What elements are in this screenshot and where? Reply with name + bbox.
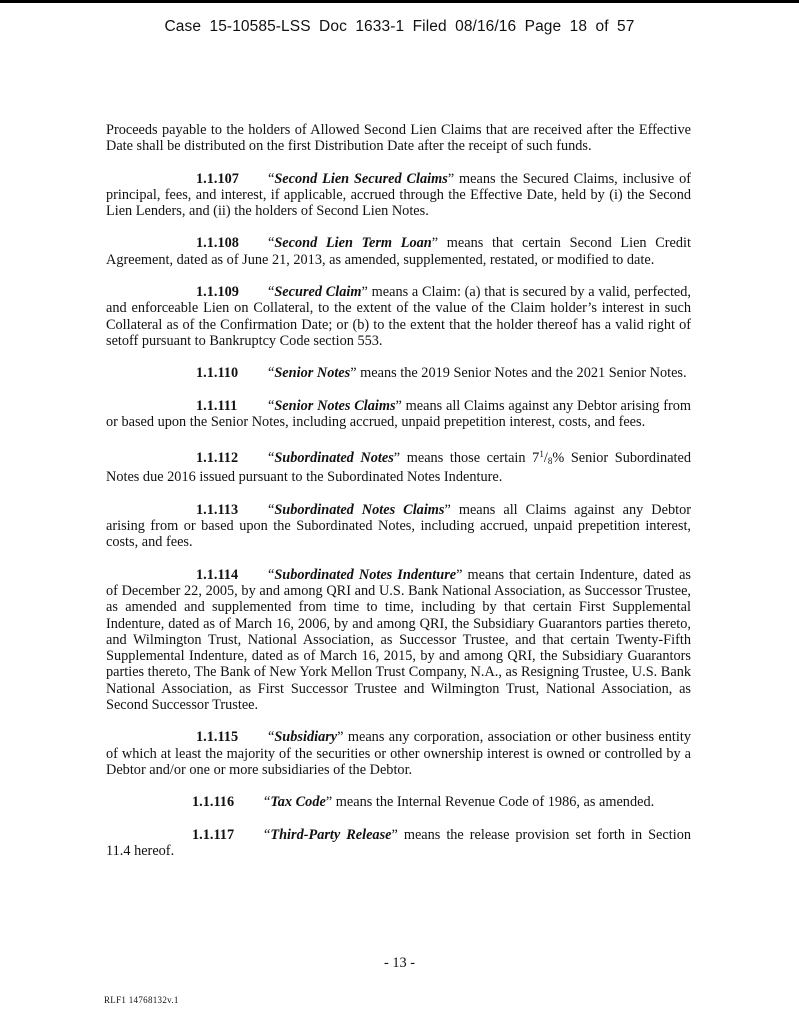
document-id: RLF1 14768132v.1 [104, 995, 179, 1005]
open-quote: “ [268, 365, 275, 382]
definition-1-1-112 [106, 446, 691, 486]
close-quote: ” [431, 235, 439, 252]
open-quote: “ [268, 729, 275, 746]
close-quote: ” [337, 729, 344, 746]
definition-1-1-115 [106, 729, 691, 778]
definition-text: means that certain Second Lien Credit Agreement, dated as of June 21, 2013, as amended, supplemented, restated, or modified to date. [106, 235, 691, 268]
section-number: 1.1.108 [196, 235, 239, 252]
definition-text: means that certain Indenture, dated as of December 22, 2005, by and among QRI and U.S. Bank National Association, as Successor Trustee, as amended and supplemented from time to time, including by that certain First Supplemental Indenture, dated as of March 16, 2006, by and among QRI, the Subsidiary Guarantors parties thereto, and Wilmington Trust, National Association, as Successor Trustee, and that certain Twenty-Fifth Supplemental Indenture, dated as of March 16, 2015, by and among QRI, the Subsidiary Guarantors parties thereto, The Bank of New York Mellon Trust Company, N.A., as Resigning Trustee, U.S. Bank National Association, as First Successor Trustee and Wilmington Trust, National Association, as Second Successor Trustee. [106, 566, 691, 714]
section-number: 1.1.115 [196, 729, 239, 746]
open-quote: “ [268, 566, 275, 583]
defined-term: Secured Claim [274, 284, 362, 301]
section-number: 1.1.113 [196, 501, 239, 518]
definition-text: means the 2019 Senior Notes and the 2021 Senior Notes. [356, 365, 687, 382]
close-quote: ” [393, 450, 401, 467]
definition-text: means a Claim: (a) that is secured by a valid, perfected, and enforceable Lien on Collateral, to the extent of the value of the Claim holder’s interest in such Collateral as of the Confirmation Date; or (b) to the extent that the holder thereof has a valid right of setoff pursuant to Bankruptcy Code section 553. [106, 284, 691, 349]
defined-term: Second Lien Secured Claims [274, 170, 448, 187]
fraction-numerator: 1 [539, 449, 544, 460]
open-quote: “ [264, 826, 271, 843]
close-quote: ” [456, 566, 463, 583]
definition-1-1-109 [106, 284, 691, 349]
definition-text: means the release provision set forth in Section 11.4 hereof. [106, 826, 691, 859]
close-quote: ” [444, 501, 451, 518]
defined-term: Senior Notes [274, 365, 351, 382]
definition-text: means the Secured Claims, inclusive of principal, fees, and interest, if applicable, accrued through the Effective Date, held by (i) the Second Lien Lenders, and (ii) the holders of Second Lien Notes. [106, 170, 691, 220]
open-quote: “ [264, 794, 271, 811]
fraction-denominator: 8 [547, 456, 553, 467]
fraction-slash: / [543, 450, 548, 467]
definition-text: means all Claims against any Debtor arising from or based upon the Subordinated Notes, including accrued, unpaid prepetition interest, costs, and fees. [106, 501, 691, 551]
defined-term: Senior Notes Claims [274, 397, 396, 414]
section-number: 1.1.114 [196, 566, 239, 583]
definition-1-1-114 [106, 567, 691, 714]
close-quote: ” [447, 170, 455, 187]
close-quote: ” [391, 826, 398, 843]
defined-term: Subsidiary [274, 729, 338, 746]
section-number: 1.1.117 [192, 826, 235, 843]
open-quote: “ [268, 235, 275, 252]
defined-term: Subordinated Notes Claims [274, 501, 445, 518]
defined-term: Tax Code [270, 794, 326, 811]
close-quote: ” [361, 284, 368, 301]
definition-1-1-111 [106, 398, 691, 431]
definition-text: means any corporation, association or other business entity of which at least the majority of the securities or other ownership interest is owned or controlled by a Debtor and/or one or more subsidiaries of the Debtor. [106, 729, 691, 778]
defined-term: Second Lien Term Loan [274, 235, 432, 252]
definition-text: means all Claims against any Debtor arising from or based upon the Senior Notes, including accrued, unpaid prepetition interest, costs, and fees. [106, 397, 692, 430]
close-quote: ” [395, 397, 402, 414]
section-number: 1.1.109 [196, 284, 239, 301]
document-body [106, 122, 691, 875]
open-quote: “ [268, 170, 275, 187]
section-number: 1.1.110 [196, 365, 239, 382]
definition-text-before: means those certain 7 [400, 450, 540, 467]
section-number: 1.1.116 [192, 794, 235, 811]
open-quote: “ [268, 450, 275, 467]
open-quote: “ [268, 501, 275, 518]
definition-text: means the Internal Revenue Code of 1986, as amended. [332, 794, 655, 811]
definition-text-after: % Senior Subordinated Notes due 2016 issued pursuant to the Subordinated Notes Indenture. [106, 450, 692, 486]
top-edge-rule [0, 0, 799, 3]
definition-1-1-116 [106, 794, 691, 810]
section-number: 1.1.107 [196, 170, 239, 187]
section-number: 1.1.112 [196, 450, 239, 467]
case-header: Case 15-10585-LSS Doc 1633-1 Filed 08/16/16 Page 18 of 57 [164, 18, 635, 35]
definition-1-1-108 [106, 235, 691, 268]
close-quote: ” [350, 365, 357, 382]
definition-1-1-113 [106, 502, 691, 551]
intro-paragraph: Proceeds payable to the holders of Allowed Second Lien Claims that are received after the Effective Date shall be distributed on the first Distribution Date after the receipt of such funds. [106, 122, 691, 155]
open-quote: “ [268, 284, 275, 301]
page-number: - 13 - [384, 955, 415, 971]
defined-term: Subordinated Notes [274, 450, 394, 467]
definition-1-1-107 [106, 171, 691, 220]
close-quote: ” [325, 794, 333, 811]
open-quote: “ [268, 397, 275, 414]
definition-1-1-110 [106, 365, 691, 381]
section-number: 1.1.111 [196, 397, 238, 414]
definition-1-1-117 [106, 827, 691, 860]
defined-term: Subordinated Notes Indenture [274, 566, 457, 583]
defined-term: Third-Party Release [270, 826, 392, 843]
